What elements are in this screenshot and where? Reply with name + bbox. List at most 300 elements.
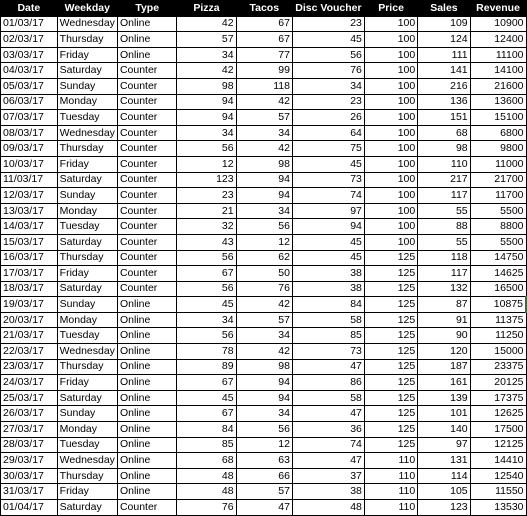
cell-tacos[interactable]: 56 [236,422,292,438]
cell-disc-voucher[interactable]: 76 [292,63,364,79]
cell-type[interactable]: Counter [117,125,176,141]
cell-pizza[interactable]: 67 [177,375,236,391]
cell-sales[interactable]: 88 [418,219,470,235]
cell-pizza[interactable]: 34 [177,312,236,328]
cell-disc-voucher[interactable]: 84 [292,297,364,313]
cell-sales[interactable]: 87 [418,297,470,313]
cell-tacos[interactable]: 42 [236,344,292,360]
cell-disc-voucher[interactable]: 47 [292,453,364,469]
cell-date[interactable]: 11/03/17 [1,172,58,188]
cell-price[interactable]: 100 [364,78,417,94]
cell-disc-voucher[interactable]: 23 [292,16,364,32]
cell-weekday[interactable]: Tuesday [57,328,117,344]
cell-date[interactable]: 16/03/17 [1,250,58,266]
cell-revenue[interactable]: 21600 [470,78,526,94]
cell-pizza[interactable]: 68 [177,453,236,469]
cell-weekday[interactable]: Saturday [57,172,117,188]
cell-disc-voucher[interactable]: 26 [292,110,364,126]
cell-revenue[interactable]: 8800 [470,219,526,235]
cell-disc-voucher[interactable]: 37 [292,468,364,484]
cell-date[interactable]: 26/03/17 [1,406,58,422]
cell-sales[interactable]: 98 [418,141,470,157]
cell-pizza[interactable]: 42 [177,16,236,32]
cell-sales[interactable]: 140 [418,422,470,438]
cell-pizza[interactable]: 67 [177,406,236,422]
cell-weekday[interactable]: Tuesday [57,110,117,126]
cell-date[interactable]: 08/03/17 [1,125,58,141]
cell-pizza[interactable]: 78 [177,344,236,360]
cell-date[interactable]: 01/03/17 [1,16,58,32]
cell-pizza[interactable]: 34 [177,47,236,63]
cell-type[interactable]: Online [117,437,176,453]
cell-pizza[interactable]: 94 [177,94,236,110]
cell-price[interactable]: 100 [364,141,417,157]
cell-disc-voucher[interactable]: 34 [292,78,364,94]
cell-date[interactable]: 20/03/17 [1,312,58,328]
cell-weekday[interactable]: Monday [57,422,117,438]
cell-weekday[interactable]: Saturday [57,390,117,406]
cell-revenue[interactable]: 10900 [470,16,526,32]
cell-sales[interactable]: 141 [418,63,470,79]
cell-pizza[interactable]: 67 [177,266,236,282]
cell-type[interactable]: Online [117,328,176,344]
cell-sales[interactable]: 101 [418,406,470,422]
column-header-pizza[interactable]: Pizza [177,1,236,17]
cell-date[interactable]: 03/03/17 [1,47,58,63]
cell-weekday[interactable]: Thursday [57,141,117,157]
cell-revenue[interactable]: 12400 [470,32,526,48]
cell-revenue[interactable]: 9800 [470,141,526,157]
cell-revenue[interactable]: 14625 [470,266,526,282]
cell-disc-voucher[interactable]: 74 [292,188,364,204]
column-header-weekday[interactable]: Weekday [57,1,117,17]
cell-disc-voucher[interactable]: 47 [292,359,364,375]
cell-type[interactable]: Online [117,406,176,422]
cell-pizza[interactable]: 45 [177,297,236,313]
cell-disc-voucher[interactable]: 64 [292,125,364,141]
cell-weekday[interactable]: Monday [57,203,117,219]
cell-date[interactable]: 28/03/17 [1,437,58,453]
cell-disc-voucher[interactable]: 73 [292,172,364,188]
cell-revenue[interactable]: 6800 [470,125,526,141]
cell-tacos[interactable]: 47 [236,500,292,516]
cell-date[interactable]: 04/03/17 [1,63,58,79]
cell-date[interactable]: 09/03/17 [1,141,58,157]
cell-revenue[interactable]: 12540 [470,468,526,484]
cell-revenue[interactable]: 5500 [470,203,526,219]
cell-sales[interactable]: 55 [418,234,470,250]
cell-tacos[interactable]: 56 [236,219,292,235]
cell-disc-voucher[interactable]: 86 [292,375,364,391]
cell-price[interactable]: 100 [364,125,417,141]
column-header-type[interactable]: Type [117,1,176,17]
cell-price[interactable]: 125 [364,344,417,360]
cell-revenue[interactable]: 12625 [470,406,526,422]
cell-weekday[interactable]: Monday [57,312,117,328]
cell-date[interactable]: 31/03/17 [1,484,58,500]
cell-weekday[interactable]: Thursday [57,359,117,375]
cell-type[interactable]: Counter [117,266,176,282]
cell-price[interactable]: 100 [364,16,417,32]
cell-price[interactable]: 125 [364,250,417,266]
cell-date[interactable]: 02/03/17 [1,32,58,48]
cell-disc-voucher[interactable]: 38 [292,281,364,297]
cell-date[interactable]: 05/03/17 [1,78,58,94]
cell-price[interactable]: 100 [364,32,417,48]
cell-sales[interactable]: 132 [418,281,470,297]
cell-sales[interactable]: 105 [418,484,470,500]
cell-date[interactable]: 01/04/17 [1,500,58,516]
cell-sales[interactable]: 139 [418,390,470,406]
table-row [1,390,527,406]
cell-disc-voucher[interactable]: 38 [292,266,364,282]
cell-tacos[interactable]: 34 [236,203,292,219]
cell-pizza[interactable]: 76 [177,500,236,516]
cell-price[interactable]: 125 [364,390,417,406]
column-header-sales[interactable]: Sales [418,1,470,17]
cell-disc-voucher[interactable]: 56 [292,47,364,63]
column-header-date[interactable]: Date [1,1,58,17]
cell-tacos[interactable]: 34 [236,406,292,422]
cell-weekday[interactable]: Friday [57,156,117,172]
cell-price[interactable]: 125 [364,406,417,422]
cell-pizza[interactable]: 123 [177,172,236,188]
cell-pizza[interactable]: 56 [177,141,236,157]
cell-weekday[interactable]: Friday [57,47,117,63]
cell-price[interactable]: 100 [364,172,417,188]
cell-sales[interactable]: 161 [418,375,470,391]
cell-revenue[interactable]: 14410 [470,453,526,469]
cell-sales[interactable]: 68 [418,125,470,141]
cell-type[interactable]: Counter [117,172,176,188]
cell-type[interactable]: Counter [117,219,176,235]
cell-sales[interactable]: 124 [418,32,470,48]
cell-type[interactable]: Online [117,16,176,32]
cell-price[interactable]: 125 [364,437,417,453]
column-header-revenue[interactable]: Revenue [470,1,526,17]
cell-sales[interactable]: 151 [418,110,470,126]
cell-price[interactable]: 125 [364,281,417,297]
cell-pizza[interactable]: 43 [177,234,236,250]
cell-pizza[interactable]: 45 [177,390,236,406]
cell-price[interactable]: 100 [364,234,417,250]
cell-price[interactable]: 100 [364,203,417,219]
cell-revenue[interactable]: 17375 [470,390,526,406]
cell-pizza[interactable]: 56 [177,328,236,344]
cell-weekday[interactable]: Sunday [57,188,117,204]
cell-type[interactable]: Counter [117,156,176,172]
cell-date[interactable]: 21/03/17 [1,328,58,344]
cell-type[interactable]: Counter [117,500,176,516]
cell-type[interactable]: Online [117,484,176,500]
column-header-price[interactable]: Price [364,1,417,17]
cell-weekday[interactable]: Sunday [57,406,117,422]
cell-price[interactable]: 125 [364,375,417,391]
cell-tacos[interactable]: 63 [236,453,292,469]
cell-price[interactable]: 100 [364,63,417,79]
cell-disc-voucher[interactable]: 45 [292,156,364,172]
cell-disc-voucher[interactable]: 23 [292,94,364,110]
cell-price[interactable]: 100 [364,188,417,204]
cell-tacos[interactable]: 57 [236,110,292,126]
cell-price[interactable]: 125 [364,328,417,344]
cell-revenue[interactable]: 5500 [470,234,526,250]
cell-revenue[interactable]: 16500 [470,281,526,297]
cell-pizza[interactable]: 23 [177,188,236,204]
cell-price[interactable]: 125 [364,297,417,313]
cell-revenue[interactable]: 13600 [470,94,526,110]
cell-price[interactable]: 110 [364,500,417,516]
cell-sales[interactable]: 120 [418,344,470,360]
cell-type[interactable]: Counter [117,141,176,157]
cell-tacos[interactable]: 34 [236,328,292,344]
table-row [1,453,527,469]
cell-disc-voucher[interactable]: 45 [292,250,364,266]
cell-sales[interactable]: 91 [418,312,470,328]
cell-tacos[interactable]: 77 [236,47,292,63]
cell-type[interactable]: Counter [117,78,176,94]
cell-sales[interactable]: 110 [418,156,470,172]
cell-date[interactable]: 25/03/17 [1,390,58,406]
cell-revenue[interactable]: 13530 [470,500,526,516]
cell-price[interactable]: 100 [364,47,417,63]
cell-type[interactable]: Online [117,32,176,48]
cell-disc-voucher[interactable]: 47 [292,406,364,422]
cell-sales[interactable]: 117 [418,266,470,282]
cell-revenue[interactable]: 11550 [470,484,526,500]
cell-pizza[interactable]: 21 [177,203,236,219]
cell-pizza[interactable]: 48 [177,468,236,484]
cell-tacos[interactable]: 98 [236,359,292,375]
cell-tacos[interactable]: 94 [236,172,292,188]
cell-date[interactable]: 23/03/17 [1,359,58,375]
column-header-disc-voucher[interactable]: Disc Voucher [292,1,364,17]
cell-date[interactable]: 29/03/17 [1,453,58,469]
cell-pizza[interactable]: 48 [177,484,236,500]
cell-weekday[interactable]: Wednesday [57,16,117,32]
column-header-tacos[interactable]: Tacos [236,1,292,17]
cell-weekday[interactable]: Sunday [57,297,117,313]
cell-tacos[interactable]: 57 [236,484,292,500]
cell-weekday[interactable]: Saturday [57,234,117,250]
cell-weekday[interactable]: Wednesday [57,453,117,469]
cell-weekday[interactable]: Tuesday [57,219,117,235]
cell-pizza[interactable]: 42 [177,63,236,79]
cell-type[interactable]: Counter [117,110,176,126]
cell-pizza[interactable]: 56 [177,281,236,297]
cell-pizza[interactable]: 12 [177,156,236,172]
cell-type[interactable]: Counter [117,63,176,79]
cell-revenue[interactable]: 21700 [470,172,526,188]
cell-tacos[interactable]: 42 [236,141,292,157]
cell-type[interactable]: Online [117,422,176,438]
cell-disc-voucher[interactable]: 58 [292,390,364,406]
cell-type[interactable]: Online [117,297,176,313]
cell-date[interactable]: 30/03/17 [1,468,58,484]
cell-disc-voucher[interactable]: 74 [292,437,364,453]
cell-weekday[interactable]: Thursday [57,32,117,48]
cell-sales[interactable]: 187 [418,359,470,375]
cell-price[interactable]: 110 [364,453,417,469]
cell-weekday[interactable]: Saturday [57,281,117,297]
cell-revenue[interactable]: 20125 [470,375,526,391]
cell-type[interactable]: Online [117,375,176,391]
cell-date[interactable]: 15/03/17 [1,234,58,250]
cell-sales[interactable]: 55 [418,203,470,219]
cell-date[interactable]: 13/03/17 [1,203,58,219]
cell-price[interactable]: 125 [364,266,417,282]
cell-revenue[interactable]: 14750 [470,250,526,266]
cell-disc-voucher[interactable]: 75 [292,141,364,157]
cell-disc-voucher[interactable]: 38 [292,484,364,500]
cell-date[interactable]: 12/03/17 [1,188,58,204]
cell-date[interactable]: 17/03/17 [1,266,58,282]
cell-sales[interactable]: 118 [418,250,470,266]
cell-sales[interactable]: 111 [418,47,470,63]
cell-type[interactable]: Counter [117,234,176,250]
cell-type[interactable]: Online [117,453,176,469]
cell-price[interactable]: 100 [364,110,417,126]
cell-date[interactable]: 19/03/17 [1,297,58,313]
cell-tacos[interactable]: 67 [236,32,292,48]
cell-date[interactable]: 07/03/17 [1,110,58,126]
cell-price[interactable]: 100 [364,219,417,235]
cell-price[interactable]: 125 [364,359,417,375]
cell-pizza[interactable]: 94 [177,110,236,126]
cell-type[interactable]: Online [117,312,176,328]
cell-disc-voucher[interactable]: 45 [292,234,364,250]
cell-sales[interactable]: 123 [418,500,470,516]
cell-weekday[interactable]: Sunday [57,78,117,94]
cell-price[interactable]: 125 [364,422,417,438]
cell-tacos[interactable]: 94 [236,390,292,406]
cell-date[interactable]: 22/03/17 [1,344,58,360]
cell-weekday[interactable]: Friday [57,484,117,500]
cell-type[interactable]: Counter [117,203,176,219]
cell-date[interactable]: 10/03/17 [1,156,58,172]
cell-disc-voucher[interactable]: 85 [292,328,364,344]
table-row [1,437,527,453]
cell-tacos[interactable]: 99 [236,63,292,79]
cell-pizza[interactable]: 89 [177,359,236,375]
cell-sales[interactable]: 109 [418,16,470,32]
cell-tacos[interactable]: 94 [236,188,292,204]
cell-revenue[interactable]: 11700 [470,188,526,204]
cell-sales[interactable]: 131 [418,453,470,469]
cell-date[interactable]: 24/03/17 [1,375,58,391]
cell-pizza[interactable]: 98 [177,78,236,94]
cell-disc-voucher[interactable]: 48 [292,500,364,516]
cell-sales[interactable]: 216 [418,78,470,94]
cell-revenue[interactable]: 12125 [470,437,526,453]
cell-sales[interactable]: 217 [418,172,470,188]
cell-disc-voucher[interactable]: 36 [292,422,364,438]
cell-type[interactable]: Online [117,47,176,63]
cell-weekday[interactable]: Wednesday [57,125,117,141]
cell-tacos[interactable]: 66 [236,468,292,484]
cell-weekday[interactable]: Saturday [57,500,117,516]
cell-tacos[interactable]: 12 [236,437,292,453]
cell-weekday[interactable]: Thursday [57,250,117,266]
cell-disc-voucher[interactable]: 94 [292,219,364,235]
cell-date[interactable]: 18/03/17 [1,281,58,297]
cell-weekday[interactable]: Saturday [57,63,117,79]
cell-tacos[interactable]: 50 [236,266,292,282]
cell-price[interactable]: 100 [364,94,417,110]
cell-weekday[interactable]: Friday [57,375,117,391]
cell-disc-voucher[interactable]: 97 [292,203,364,219]
cell-tacos[interactable]: 42 [236,297,292,313]
cell-weekday[interactable]: Monday [57,94,117,110]
cell-revenue[interactable]: 17500 [470,422,526,438]
cell-type[interactable]: Online [117,390,176,406]
cell-weekday[interactable]: Wednesday [57,344,117,360]
cell-tacos[interactable]: 34 [236,125,292,141]
cell-sales[interactable]: 90 [418,328,470,344]
cell-date[interactable]: 14/03/17 [1,219,58,235]
cell-tacos[interactable]: 62 [236,250,292,266]
cell-date[interactable]: 27/03/17 [1,422,58,438]
cell-pizza[interactable]: 56 [177,250,236,266]
cell-weekday[interactable]: Friday [57,266,117,282]
cell-sales[interactable]: 117 [418,188,470,204]
cell-type[interactable]: Online [117,344,176,360]
cell-sales[interactable]: 136 [418,94,470,110]
cell-revenue[interactable]: 15100 [470,110,526,126]
cell-tacos[interactable]: 12 [236,234,292,250]
cell-pizza[interactable]: 84 [177,422,236,438]
cell-disc-voucher[interactable]: 58 [292,312,364,328]
cell-tacos[interactable]: 76 [236,281,292,297]
cell-revenue[interactable]: 11000 [470,156,526,172]
cell-type[interactable]: Counter [117,94,176,110]
cell-weekday[interactable]: Thursday [57,468,117,484]
cell-type[interactable]: Online [117,359,176,375]
cell-revenue[interactable]: 11100 [470,47,526,63]
cell-type[interactable]: Counter [117,188,176,204]
cell-sales[interactable]: 114 [418,468,470,484]
cell-disc-voucher[interactable]: 73 [292,344,364,360]
cell-type[interactable]: Online [117,468,176,484]
cell-revenue[interactable]: 14100 [470,63,526,79]
cell-revenue[interactable]: 11375 [470,312,526,328]
cell-pizza[interactable]: 57 [177,32,236,48]
cell-date[interactable]: 06/03/17 [1,94,58,110]
cell-disc-voucher[interactable]: 45 [292,32,364,48]
cell-price[interactable]: 125 [364,312,417,328]
cell-price[interactable]: 100 [364,156,417,172]
cell-pizza[interactable]: 85 [177,437,236,453]
cell-type[interactable]: Counter [117,250,176,266]
cell-tacos[interactable]: 94 [236,375,292,391]
cell-price[interactable]: 110 [364,484,417,500]
cell-tacos[interactable]: 42 [236,94,292,110]
cell-revenue[interactable]: 15000 [470,344,526,360]
cell-revenue[interactable]: 11250 [470,328,526,344]
cell-tacos[interactable]: 57 [236,312,292,328]
cell-tacos[interactable]: 98 [236,156,292,172]
cell-tacos[interactable]: 118 [236,78,292,94]
cell-revenue[interactable]: 10875 [470,297,526,313]
cell-tacos[interactable]: 67 [236,16,292,32]
cell-weekday[interactable]: Tuesday [57,437,117,453]
cell-revenue[interactable]: 23375 [470,359,526,375]
cell-pizza[interactable]: 34 [177,125,236,141]
cell-sales[interactable]: 97 [418,437,470,453]
cell-pizza[interactable]: 32 [177,219,236,235]
cell-price[interactable]: 110 [364,468,417,484]
cell-type[interactable]: Counter [117,281,176,297]
